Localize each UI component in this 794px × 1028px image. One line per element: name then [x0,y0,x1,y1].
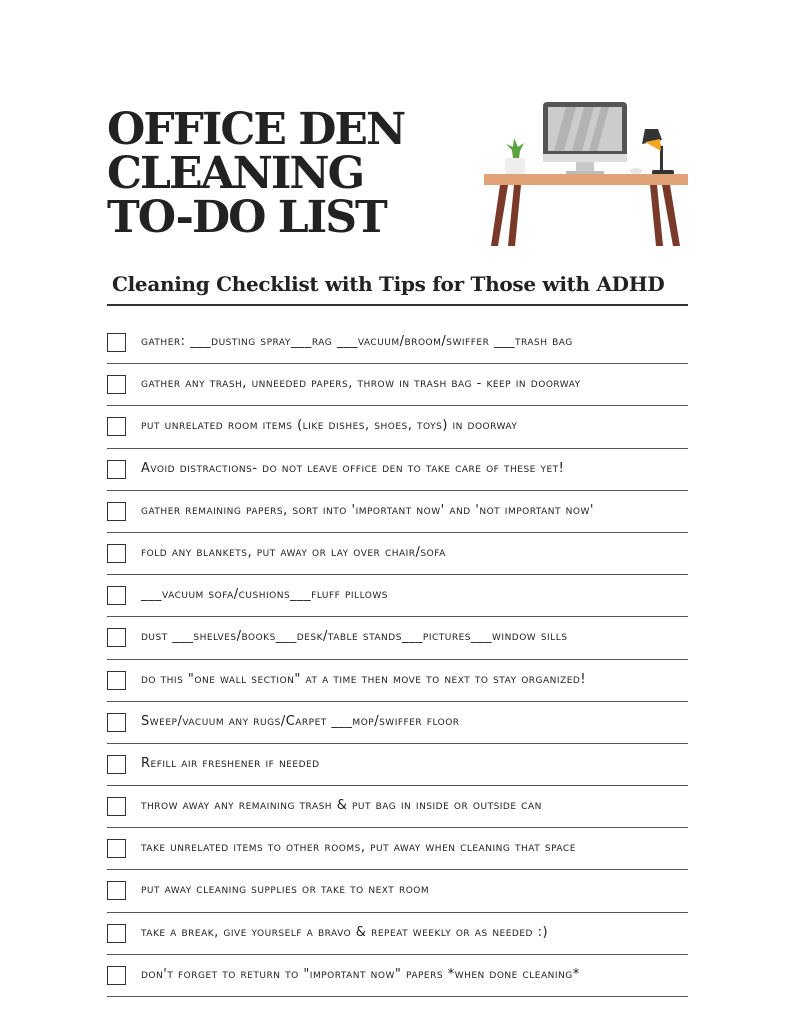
checklist-item-text: don't forget to return to "important now" papers *when done cleaning* [141,966,580,982]
checkbox-icon[interactable] [107,713,126,732]
subtitle-divider [107,304,688,306]
checkbox-icon[interactable] [107,628,126,647]
checkbox-icon[interactable] [107,333,126,352]
title-line: CLEANING [107,148,364,199]
checklist-item [107,491,688,533]
checklist-item-text: throw away any remaining trash & put bag in inside or outside can [141,798,542,814]
checklist-item [107,828,688,870]
checklist-item-text: Avoid distractions- do not leave office den to take care of these yet! [141,460,565,476]
checkbox-icon[interactable] [107,375,126,394]
checklist-item [107,364,688,406]
checklist-item-text: gather: ___dusting spray___rag ___vacuum/broom/swiffer ___trash bag [141,334,573,349]
checklist-item [107,322,688,364]
cleaning-checklist [107,322,688,997]
checkbox-icon[interactable] [107,586,126,605]
checklist-item [107,406,688,448]
office-desk-illustration [480,96,692,252]
checklist-item [107,617,688,659]
checklist-item-text: Refill air freshener if needed [141,755,320,771]
checklist-item [107,870,688,912]
checkbox-icon[interactable] [107,797,126,816]
page-title [107,104,467,243]
title-line: TO-DO LIST [107,192,386,243]
plant-icon [505,138,525,174]
checklist-item [107,660,688,702]
checklist-item [107,955,688,997]
checkbox-icon[interactable] [107,881,126,900]
checklist-item [107,575,688,617]
checklist-item-text: put unrelated room items (like dishes, shoes, toys) in doorway [141,418,518,434]
checklist-item-text: gather remaining papers, sort into 'important now' and 'not important now' [141,502,594,518]
desk-lamp-icon [642,129,674,175]
checklist-item [107,702,688,744]
checklist-item [107,913,688,955]
checklist-item-text: gather any trash, unneeded papers, throw in trash bag - keep in doorway [141,376,581,392]
checkbox-icon[interactable] [107,544,126,563]
checklist-item [107,786,688,828]
checkbox-icon[interactable] [107,755,126,774]
office-desk-icon [480,96,692,252]
checkbox-icon[interactable] [107,839,126,858]
checklist-item-text: dust ___shelves/books___desk/table stands___pictures___window sills [141,629,568,645]
checklist-item [107,533,688,575]
checklist-item-text: put away cleaning supplies or take to next room [141,882,430,898]
checkbox-icon[interactable] [107,924,126,943]
checkbox-icon[interactable] [107,966,126,985]
checkbox-icon[interactable] [107,671,126,690]
monitor-icon [543,102,627,174]
checklist-item-text: ___vacuum sofa/cushions___fluff pillows [141,587,388,603]
checkbox-icon[interactable] [107,502,126,521]
checklist-subtitle: Cleaning Checklist with Tips for Those with ADHD [112,272,665,296]
checklist-item-text: fold any blankets, put away or lay over chair/sofa [141,544,446,560]
checklist-item-text: Sweep/vacuum any rugs/Carpet ___mop/swiffer floor [141,713,460,729]
checkbox-icon[interactable] [107,417,126,436]
checklist-item [107,744,688,786]
checklist-item-text: take unrelated items to other rooms, put away when cleaning that space [141,840,576,856]
checklist-item-text: do this "one wall section" at a time then move to next to stay organized! [141,671,587,687]
checklist-item-text: take a break, give yourself a bravo & repeat weekly or as needed :) [141,924,549,940]
checkbox-icon[interactable] [107,460,126,479]
title-line: OFFICE DEN [107,104,405,155]
checklist-item [107,449,688,491]
